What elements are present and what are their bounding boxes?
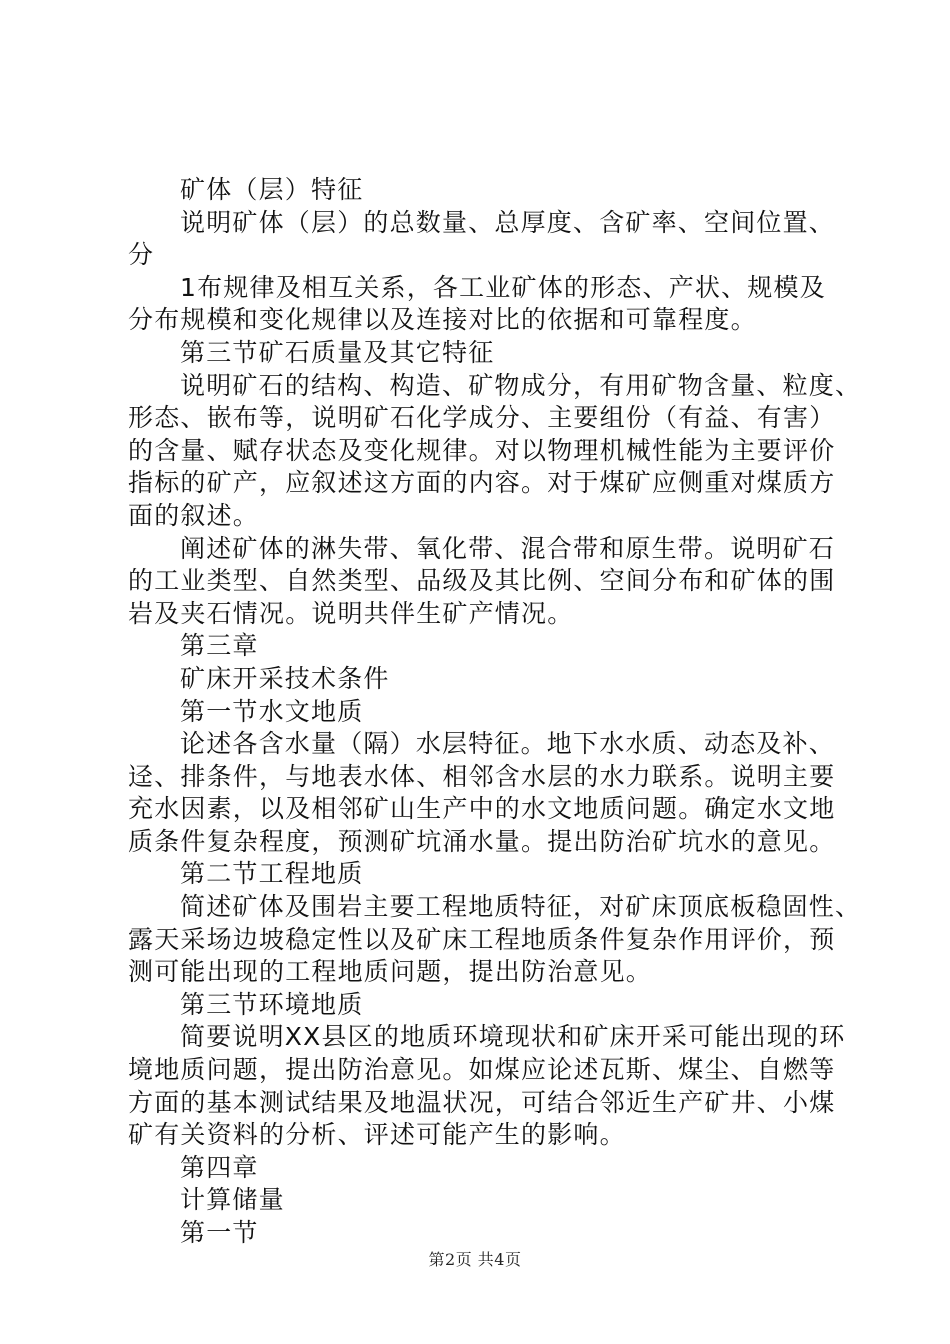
text-line: 第四章 (180, 1152, 259, 1182)
text-line: 第二节工程地质 (180, 859, 364, 889)
text-line: 方面的基本测试结果及地温状况，可结合邻近生产矿井、小煤 (128, 1087, 836, 1117)
text-line: 论述各含水量（隔）水层特征。地下水水质、动态及补、 (180, 729, 836, 759)
text-line: 矿体（层）特征 (180, 175, 364, 204)
text-line: 分布规模和变化规律以及连接对比的依据和可靠程度。 (128, 305, 757, 335)
text-line: 境地质问题，提出防治意见。如煤应论述瓦斯、煤尘、自燃等 (128, 1055, 836, 1085)
text-line: 简述矿体及围岩主要工程地质特征，对矿床顶底板稳固性、 (180, 892, 862, 922)
text-line: 露天采场边坡稳定性以及矿床工程地质条件复杂作用评价，预 (128, 924, 836, 954)
text-line: 简要说明XX县区的地质环境现状和矿床开采可能出现的环 (180, 1022, 846, 1052)
text-line: 计算储量 (180, 1185, 285, 1215)
text-line: 指标的矿产，应叙述这方面的内容。对于煤矿应侧重对煤质方 (128, 468, 836, 498)
text-line: 矿有关资料的分析、评述可能产生的影响。 (128, 1120, 626, 1150)
document-body (128, 174, 862, 1250)
text-line: 迳、排条件，与地表水体、相邻含水层的水力联系。说明主要 (128, 761, 836, 791)
text-line: 测可能出现的工程地质问题，提出防治意见。 (128, 957, 653, 987)
text-line: 阐述矿体的淋失带、氧化带、混合带和原生带。说明矿石 (180, 533, 836, 563)
text-line: 第一节 (180, 1218, 259, 1247)
text-line: 第三节环境地质 (180, 989, 364, 1019)
page-footer: 第2页 共4页 (428, 1250, 522, 1269)
text-line: 第三章 (180, 631, 259, 661)
text-line: 的含量、赋存状态及变化规律。对以物理机械性能为主要评价 (128, 435, 836, 465)
text-line: 面的叙述。 (128, 500, 260, 530)
text-line: 第三节矿石质量及其它特征 (180, 337, 495, 367)
text-line: 1布规律及相互关系，各工业矿体的形态、产状、规模及 (180, 272, 826, 302)
text-line: 的工业类型、自然类型、品级及其比例、空间分布和矿体的围 (128, 566, 836, 596)
text-line: 充水因素，以及相邻矿山生产中的水文地质问题。确定水文地 (128, 794, 836, 824)
text-line: 说明矿体（层）的总数量、总厚度、含矿率、空间位置、 (180, 207, 836, 237)
text-line: 说明矿石的结构、构造、矿物成分，有用矿物含量、粒度、 (180, 370, 862, 400)
text-line: 矿床开采技术条件 (180, 663, 390, 693)
text-line: 质条件复杂程度，预测矿坑涌水量。提出防治矿坑水的意见。 (128, 826, 836, 856)
text-line: 分 (128, 240, 155, 270)
text-line: 第一节水文地质 (180, 696, 364, 726)
text-line: 形态、嵌布等，说明矿石化学成分、主要组份（有益、有害） (128, 403, 836, 433)
text-line: 岩及夹石情况。说明共伴生矿产情况。 (128, 598, 574, 628)
